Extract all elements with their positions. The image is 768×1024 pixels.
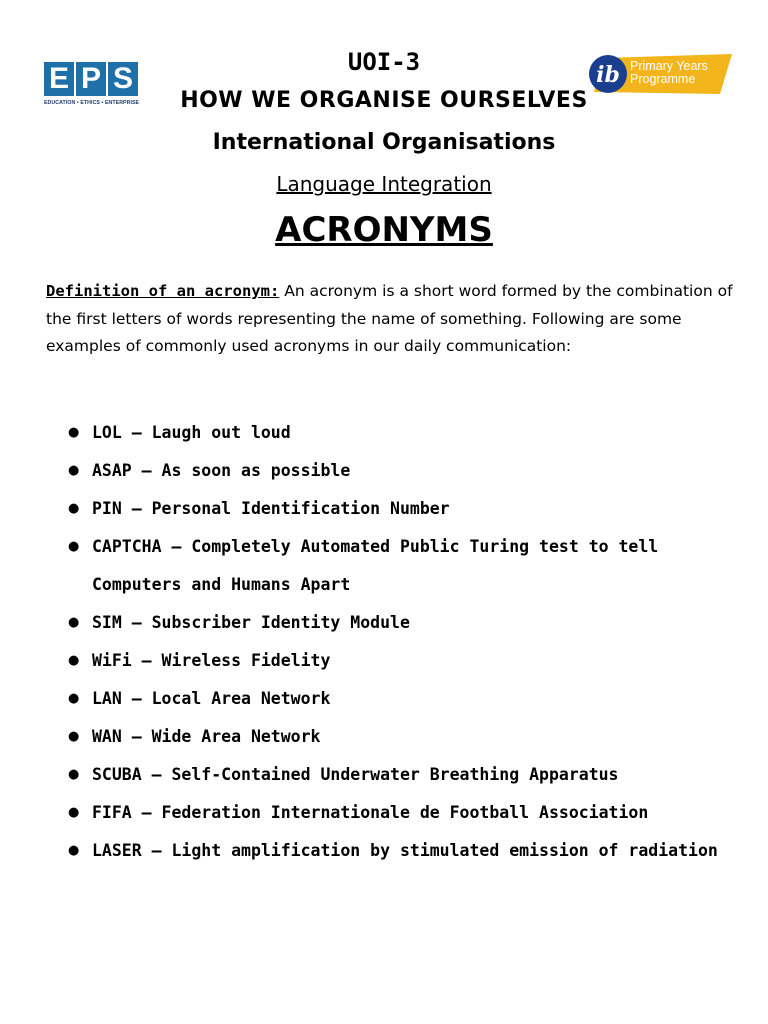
acronym-entry: CAPTCHA – Completely Automated Public Turing test to tell Computers and Humans Apart <box>92 537 659 594</box>
theme-heading: HOW WE ORGANISE OURSELVES <box>180 88 588 113</box>
bullet-icon: ● <box>68 805 80 820</box>
subtheme-heading: International Organisations <box>212 130 556 155</box>
list-item <box>68 680 738 718</box>
unit-heading: UOI-3 <box>347 48 421 76</box>
acronym-entry: WiFi – Wireless Fidelity <box>92 651 331 670</box>
list-item <box>68 490 738 528</box>
eps-letter-s: S <box>108 62 138 96</box>
definition-label: Definition of an acronym: <box>46 282 280 300</box>
bullet-icon: ● <box>68 691 80 706</box>
bullet-icon: ● <box>68 425 80 440</box>
acronym-entry: PIN – Personal Identification Number <box>92 499 450 518</box>
bullet-icon: ● <box>68 843 80 858</box>
acronym-entry: ASAP – As soon as possible <box>92 461 351 480</box>
bullet-icon: ● <box>68 729 80 744</box>
bullet-icon: ● <box>68 767 80 782</box>
definition-paragraph <box>46 278 736 361</box>
list-item <box>68 794 738 832</box>
bullet-icon: ● <box>68 615 80 630</box>
ib-line-1: Primary Years <box>630 59 708 73</box>
list-item <box>68 414 738 452</box>
acronym-entry: WAN – Wide Area Network <box>92 727 321 746</box>
acronym-entry: SIM – Subscriber Identity Module <box>92 613 410 632</box>
definition-text: An acronym is a short word formed by the combination of the first letters of words representing the name of something. Following are some examples of commonly used acronyms in our daily communication: <box>46 282 733 355</box>
acronym-list <box>68 414 738 870</box>
list-item <box>68 832 738 870</box>
bullet-icon: ● <box>68 653 80 668</box>
list-item <box>68 604 738 642</box>
eps-tagline: EDUCATION • ETHICS • ENTERPRISE <box>44 100 140 106</box>
integration-heading: Language Integration <box>276 172 492 196</box>
list-item <box>68 528 738 604</box>
list-item <box>68 756 738 794</box>
bullet-icon: ● <box>68 501 80 516</box>
page-title: ACRONYMS <box>275 210 493 250</box>
acronym-entry: LAN – Local Area Network <box>92 689 331 708</box>
bullet-icon: ● <box>68 463 80 478</box>
list-item <box>68 718 738 756</box>
ib-line-2: Programme <box>630 72 696 86</box>
eps-letter-e: E <box>44 62 74 96</box>
acronym-entry: SCUBA – Self-Contained Underwater Breathing Apparatus <box>92 765 619 784</box>
list-item <box>68 452 738 490</box>
list-item <box>68 642 738 680</box>
bullet-icon: ● <box>68 539 80 554</box>
eps-letter-p: P <box>76 62 106 96</box>
acronym-entry: LASER – Light amplification by stimulated emission of radiation <box>92 841 718 860</box>
acronym-entry: LOL – Laugh out loud <box>92 423 291 442</box>
ib-mark-text: ib <box>596 62 620 88</box>
acronym-entry: FIFA – Federation Internationale de Football Association <box>92 803 649 822</box>
